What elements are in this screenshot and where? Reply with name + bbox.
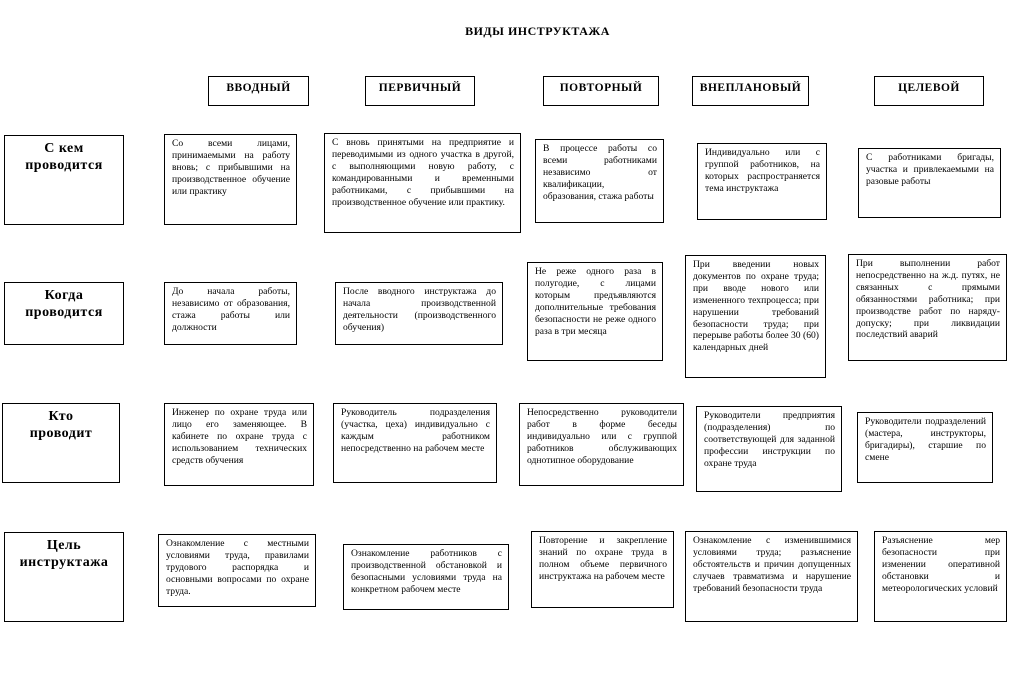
row-label-with-whom: С кем проводится <box>4 135 124 225</box>
diagram-title: ВИДЫ ИНСТРУКТАЖА <box>465 24 610 38</box>
column-header-vneplanovy: ВНЕПЛАНОВЫЙ <box>692 76 809 106</box>
cell-with-whom-tselevoy: С работниками бригады, участка и привлекаемыми на разовые работы <box>858 148 1001 218</box>
column-header-tselevoy: ЦЕЛЕВОЙ <box>874 76 984 106</box>
cell-who-pervichny: Руководитель подразделения (участка, цеха) индивидуально с каждым работником непосредственно на рабочем месте <box>333 403 497 483</box>
cell-when-tselevoy: При выполнении работ непосредственно на ж.д. путях, не связанных с прямыми обязанностями работника; при производстве работ по наряду-допуску; при ликвидации последствий аварий <box>848 254 1007 361</box>
row-label-who: Кто проводит <box>2 403 120 483</box>
cell-when-pervichny: После вводного инструктажа до начала производственной деятельности (производственного обучения) <box>335 282 503 345</box>
cell-when-vneplanovy: При введении новых документов по охране труда; при вводе нового или измененного техпроцесса; при нарушении требований безопасности труда; при перерыве работы более 30 (60) календарных дней <box>685 255 826 378</box>
cell-when-povtorny: Не реже одного раза в полугодие, с лицами которым предъявляются дополнительные требования безопасности не реже одного раза в три месяца <box>527 262 663 361</box>
cell-purpose-vvodny: Ознакомление с местными условиями труда, правилами трудового распорядка и основными вопросами по охране труда. <box>158 534 316 607</box>
cell-purpose-tselevoy: Разъяснение мер безопасности при изменении оперативной обстановки и метеорологических условий <box>874 531 1007 622</box>
column-header-povtorny: ПОВТОРНЫЙ <box>543 76 659 106</box>
cell-purpose-pervichny: Ознакомление работников с производственной обстановкой и безопасными условиями труда на конкретном рабочем месте <box>343 544 509 610</box>
cell-who-vneplanovy: Руководители предприятия (подразделения) по соответствующей для заданной профессии инструкции по охране труда <box>696 406 842 492</box>
cell-when-vvodny: До начала работы, независимо от образования, стажа работы или должности <box>164 282 297 345</box>
row-label-purpose: Цель инструктажа <box>4 532 124 622</box>
cell-with-whom-vvodny: Со всеми лицами, принимаемыми на работу вновь; с прибывшими на производственное обучение или практику <box>164 134 297 225</box>
column-header-vvodny: ВВОДНЫЙ <box>208 76 309 106</box>
cell-who-povtorny: Непосредственно руководители работ в форме беседы индивидуально или с группой работников обслуживающих однотипное оборудование <box>519 403 684 486</box>
cell-with-whom-pervichny: С вновь принятыми на предприятие и переводимыми из одного участка в другой, с выполняющими новую работу, с командированными и временными работниками, с прибывшими на производственное обучение или практику. <box>324 133 521 233</box>
cell-with-whom-vneplanovy: Индивидуально или с группой работников, на которых распространяется тема инструктажа <box>697 143 827 220</box>
cell-who-vvodny: Инженер по охране труда или лицо его заменяющее. В кабинете по охране труда с использованием технических средств обучения <box>164 403 314 486</box>
column-header-pervichny: ПЕРВИЧНЫЙ <box>365 76 475 106</box>
cell-who-tselevoy: Руководители подразделений (мастера, инструкторы, бригадиры), старшие по смене <box>857 412 993 483</box>
cell-purpose-povtorny: Повторение и закрепление знаний по охране труда в полном объеме первичного инструктажа на рабочем месте <box>531 531 674 608</box>
row-label-when: Когда проводится <box>4 282 124 345</box>
cell-with-whom-povtorny: В процессе работы со всеми работниками независимо от квалификации, образования, стажа работы <box>535 139 664 223</box>
cell-purpose-vneplanovy: Ознакомление с изменившимися условиями труда; разъяснение обстоятельств и причин допущенных случаев травматизма и нарушение требований безопасности труда <box>685 531 858 622</box>
